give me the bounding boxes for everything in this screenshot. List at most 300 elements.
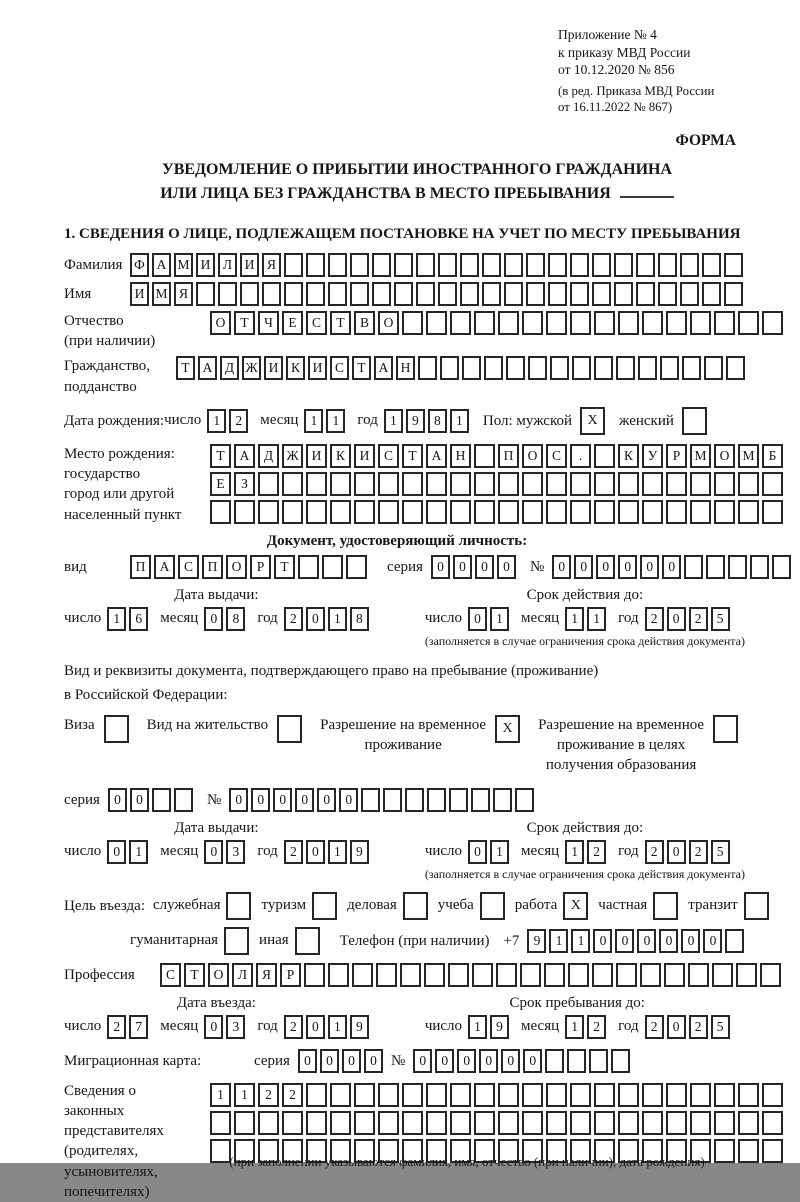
form-cell[interactable]: 9 — [490, 1015, 509, 1039]
form-cell[interactable]: 2 — [689, 1015, 708, 1039]
form-cell[interactable]: 1 — [565, 1015, 584, 1039]
form-cell[interactable]: 0 — [431, 555, 450, 579]
form-cell[interactable] — [618, 1083, 639, 1107]
form-cell[interactable]: 2 — [587, 1015, 606, 1039]
form-cell[interactable] — [636, 282, 655, 306]
form-cell[interactable]: 1 — [571, 929, 590, 953]
form-cell[interactable] — [664, 963, 685, 987]
form-cell[interactable]: 0 — [703, 929, 722, 953]
form-cell[interactable]: Я — [262, 253, 281, 277]
form-cell[interactable]: 0 — [667, 1015, 686, 1039]
form-cell[interactable] — [450, 1083, 471, 1107]
form-cell[interactable] — [545, 1049, 564, 1073]
form-cell[interactable]: 0 — [637, 929, 656, 953]
form-cell[interactable] — [638, 356, 657, 380]
form-cell[interactable] — [548, 282, 567, 306]
form-cell[interactable] — [426, 500, 447, 524]
form-cell[interactable]: Т — [402, 444, 423, 468]
form-cell[interactable] — [376, 963, 397, 987]
form-cell[interactable]: 0 — [204, 1015, 223, 1039]
form-cell[interactable]: 0 — [593, 929, 612, 953]
form-cell[interactable]: 2 — [645, 840, 664, 864]
form-cell[interactable]: 0 — [204, 607, 223, 631]
form-cell[interactable] — [684, 555, 703, 579]
form-cell[interactable]: 0 — [574, 555, 593, 579]
form-cell[interactable]: 1 — [304, 409, 323, 433]
form-cell[interactable]: Т — [274, 555, 295, 579]
form-cell[interactable]: И — [130, 282, 149, 306]
form-cell[interactable] — [642, 1083, 663, 1107]
form-cell[interactable] — [352, 963, 373, 987]
form-cell[interactable] — [282, 1111, 303, 1135]
form-cell[interactable] — [474, 1111, 495, 1135]
form-cell[interactable]: Н — [396, 356, 415, 380]
form-cell[interactable]: 0 — [615, 929, 634, 953]
form-cell[interactable]: Р — [250, 555, 271, 579]
form-cell[interactable]: 1 — [129, 840, 148, 864]
form-cell[interactable] — [618, 311, 639, 335]
form-cell[interactable]: Т — [184, 963, 205, 987]
form-cell[interactable] — [474, 500, 495, 524]
form-cell[interactable] — [614, 282, 633, 306]
form-cell[interactable]: 1 — [565, 840, 584, 864]
form-cell[interactable]: 0 — [475, 555, 494, 579]
form-cell[interactable]: Ж — [282, 444, 303, 468]
form-cell[interactable]: Л — [232, 963, 253, 987]
form-cell[interactable] — [402, 500, 423, 524]
form-cell[interactable]: К — [330, 444, 351, 468]
form-cell[interactable] — [616, 356, 635, 380]
form-cell[interactable]: 0 — [317, 788, 336, 812]
form-cell[interactable] — [660, 356, 679, 380]
form-cell[interactable] — [504, 282, 523, 306]
form-cell[interactable] — [526, 282, 545, 306]
form-cell[interactable]: П — [130, 555, 151, 579]
form-cell[interactable] — [546, 1111, 567, 1135]
form-cell[interactable] — [714, 472, 735, 496]
form-cell[interactable] — [666, 1083, 687, 1107]
form-cell[interactable]: 3 — [226, 840, 245, 864]
form-cell[interactable]: А — [154, 555, 175, 579]
form-cell[interactable]: 2 — [689, 607, 708, 631]
form-cell[interactable]: 2 — [107, 1015, 126, 1039]
form-cell[interactable] — [354, 1111, 375, 1135]
form-cell[interactable] — [594, 1083, 615, 1107]
form-cell[interactable] — [762, 1111, 783, 1135]
form-cell[interactable] — [738, 311, 759, 335]
form-cell[interactable] — [642, 311, 663, 335]
form-cell[interactable]: 1 — [549, 929, 568, 953]
form-cell[interactable] — [592, 963, 613, 987]
form-cell[interactable] — [152, 788, 171, 812]
form-cell[interactable] — [642, 1111, 663, 1135]
form-cell[interactable]: 2 — [229, 409, 248, 433]
form-cell[interactable] — [570, 1083, 591, 1107]
checkbox-other[interactable] — [295, 927, 320, 955]
form-cell[interactable] — [450, 1111, 471, 1135]
form-cell[interactable] — [402, 1111, 423, 1135]
form-cell[interactable] — [174, 788, 193, 812]
form-cell[interactable]: Е — [282, 311, 303, 335]
form-cell[interactable] — [714, 1111, 735, 1135]
form-cell[interactable]: 8 — [350, 607, 369, 631]
form-cell[interactable] — [354, 472, 375, 496]
form-cell[interactable] — [210, 500, 231, 524]
form-cell[interactable] — [570, 1111, 591, 1135]
form-cell[interactable]: Т — [210, 444, 231, 468]
form-cell[interactable] — [322, 555, 343, 579]
form-cell[interactable] — [666, 1111, 687, 1135]
form-cell[interactable]: 0 — [273, 788, 292, 812]
form-cell[interactable] — [330, 500, 351, 524]
checkbox-humanitarian[interactable] — [224, 927, 249, 955]
form-cell[interactable]: П — [202, 555, 223, 579]
form-cell[interactable]: 0 — [306, 840, 325, 864]
form-cell[interactable] — [350, 253, 369, 277]
form-cell[interactable] — [402, 1083, 423, 1107]
form-cell[interactable] — [402, 472, 423, 496]
form-cell[interactable] — [372, 253, 391, 277]
form-cell[interactable]: 8 — [428, 409, 447, 433]
form-cell[interactable]: 0 — [468, 607, 487, 631]
checkbox-official[interactable] — [226, 892, 251, 920]
form-cell[interactable] — [306, 253, 325, 277]
form-cell[interactable] — [426, 311, 447, 335]
form-cell[interactable]: А — [234, 444, 255, 468]
form-cell[interactable] — [361, 788, 380, 812]
form-cell[interactable]: С — [160, 963, 181, 987]
form-cell[interactable] — [640, 963, 661, 987]
form-cell[interactable]: 0 — [320, 1049, 339, 1073]
form-cell[interactable] — [736, 963, 757, 987]
form-cell[interactable]: С — [330, 356, 349, 380]
form-cell[interactable] — [383, 788, 402, 812]
form-cell[interactable]: К — [618, 444, 639, 468]
form-cell[interactable]: 6 — [129, 607, 148, 631]
form-cell[interactable]: О — [210, 311, 231, 335]
form-cell[interactable]: 0 — [681, 929, 700, 953]
form-cell[interactable] — [666, 500, 687, 524]
form-cell[interactable] — [570, 472, 591, 496]
form-cell[interactable] — [570, 253, 589, 277]
form-cell[interactable] — [378, 1083, 399, 1107]
form-cell[interactable] — [474, 1083, 495, 1107]
form-cell[interactable]: Т — [176, 356, 195, 380]
form-cell[interactable] — [405, 788, 424, 812]
form-cell[interactable] — [515, 788, 534, 812]
form-cell[interactable]: П — [498, 444, 519, 468]
form-cell[interactable]: 0 — [662, 555, 681, 579]
form-cell[interactable]: Т — [234, 311, 255, 335]
checkbox-cell[interactable] — [682, 407, 707, 435]
form-cell[interactable]: 1 — [384, 409, 403, 433]
form-cell[interactable] — [522, 311, 543, 335]
form-cell[interactable] — [306, 500, 327, 524]
form-cell[interactable] — [262, 282, 281, 306]
form-cell[interactable]: 9 — [527, 929, 546, 953]
form-cell[interactable]: 1 — [328, 607, 347, 631]
form-cell[interactable]: 2 — [258, 1083, 279, 1107]
checkbox-temp-residence-permit[interactable]: X — [495, 715, 520, 743]
form-cell[interactable] — [440, 356, 459, 380]
form-cell[interactable] — [546, 500, 567, 524]
form-cell[interactable] — [210, 1111, 231, 1135]
form-cell[interactable] — [394, 282, 413, 306]
form-cell[interactable]: 0 — [130, 788, 149, 812]
form-cell[interactable] — [750, 555, 769, 579]
form-cell[interactable]: 0 — [640, 555, 659, 579]
form-cell[interactable] — [724, 282, 743, 306]
form-cell[interactable] — [496, 963, 517, 987]
form-cell[interactable] — [738, 500, 759, 524]
form-cell[interactable]: 0 — [667, 607, 686, 631]
form-cell[interactable] — [378, 472, 399, 496]
form-cell[interactable]: 0 — [659, 929, 678, 953]
form-cell[interactable] — [306, 1111, 327, 1135]
form-cell[interactable]: М — [738, 444, 759, 468]
form-cell[interactable] — [594, 356, 613, 380]
form-cell[interactable] — [592, 253, 611, 277]
form-cell[interactable]: И — [306, 444, 327, 468]
form-cell[interactable] — [594, 1111, 615, 1135]
form-cell[interactable] — [714, 311, 735, 335]
form-cell[interactable] — [298, 555, 319, 579]
form-cell[interactable] — [350, 282, 369, 306]
form-cell[interactable]: М — [174, 253, 193, 277]
form-cell[interactable]: И — [264, 356, 283, 380]
form-cell[interactable] — [304, 963, 325, 987]
form-cell[interactable] — [772, 555, 791, 579]
form-cell[interactable]: 2 — [282, 1083, 303, 1107]
form-cell[interactable]: 2 — [645, 1015, 664, 1039]
form-cell[interactable]: 5 — [711, 840, 730, 864]
form-cell[interactable] — [448, 963, 469, 987]
form-cell[interactable] — [426, 1111, 447, 1135]
form-cell[interactable] — [450, 500, 471, 524]
form-cell[interactable]: Ж — [242, 356, 261, 380]
form-cell[interactable] — [330, 472, 351, 496]
checkbox-temp-residence-education[interactable] — [713, 715, 738, 743]
form-cell[interactable]: 0 — [667, 840, 686, 864]
form-cell[interactable] — [567, 1049, 586, 1073]
form-cell[interactable]: 1 — [565, 607, 584, 631]
form-cell[interactable] — [354, 500, 375, 524]
form-cell[interactable] — [354, 1083, 375, 1107]
form-cell[interactable] — [482, 282, 501, 306]
form-cell[interactable]: 1 — [234, 1083, 255, 1107]
form-cell[interactable] — [550, 356, 569, 380]
form-cell[interactable]: Я — [174, 282, 193, 306]
form-cell[interactable] — [702, 253, 721, 277]
form-cell[interactable]: 1 — [328, 840, 347, 864]
form-cell[interactable] — [330, 1111, 351, 1135]
form-cell[interactable] — [724, 253, 743, 277]
form-cell[interactable] — [328, 253, 347, 277]
form-cell[interactable] — [240, 282, 259, 306]
form-cell[interactable]: С — [306, 311, 327, 335]
form-cell[interactable]: Д — [220, 356, 239, 380]
form-cell[interactable] — [762, 1139, 783, 1163]
checkbox-visa[interactable] — [104, 715, 129, 743]
form-cell[interactable] — [682, 356, 701, 380]
checkbox-study[interactable] — [480, 892, 505, 920]
form-cell[interactable]: 0 — [108, 788, 127, 812]
form-cell[interactable]: А — [198, 356, 217, 380]
form-cell[interactable] — [402, 311, 423, 335]
form-cell[interactable] — [498, 311, 519, 335]
form-cell[interactable]: И — [354, 444, 375, 468]
form-cell[interactable] — [594, 472, 615, 496]
form-cell[interactable]: 1 — [490, 607, 509, 631]
form-cell[interactable] — [690, 1083, 711, 1107]
form-cell[interactable]: 9 — [406, 409, 425, 433]
form-cell[interactable]: 3 — [226, 1015, 245, 1039]
form-cell[interactable] — [416, 253, 435, 277]
form-cell[interactable] — [522, 500, 543, 524]
form-cell[interactable]: 0 — [453, 555, 472, 579]
form-cell[interactable] — [714, 1083, 735, 1107]
form-cell[interactable]: М — [690, 444, 711, 468]
checkbox-business[interactable] — [403, 892, 428, 920]
form-cell[interactable] — [522, 472, 543, 496]
checkbox-transit[interactable] — [744, 892, 769, 920]
form-cell[interactable] — [234, 500, 255, 524]
form-cell[interactable]: 0 — [479, 1049, 498, 1073]
form-cell[interactable] — [462, 356, 481, 380]
form-cell[interactable]: 2 — [284, 1015, 303, 1039]
form-cell[interactable] — [762, 311, 783, 335]
form-cell[interactable] — [460, 253, 479, 277]
form-cell[interactable] — [196, 282, 215, 306]
checkbox-residence-permit[interactable] — [277, 715, 302, 743]
form-cell[interactable]: Н — [450, 444, 471, 468]
form-cell[interactable] — [616, 963, 637, 987]
form-cell[interactable]: 0 — [468, 840, 487, 864]
form-cell[interactable] — [658, 282, 677, 306]
form-cell[interactable]: 1 — [107, 607, 126, 631]
form-cell[interactable]: Е — [210, 472, 231, 496]
form-cell[interactable] — [378, 1111, 399, 1135]
form-cell[interactable] — [328, 282, 347, 306]
form-cell[interactable] — [548, 253, 567, 277]
form-cell[interactable]: 2 — [284, 607, 303, 631]
form-cell[interactable]: 2 — [284, 840, 303, 864]
form-cell[interactable]: 8 — [226, 607, 245, 631]
form-cell[interactable] — [522, 1111, 543, 1135]
form-cell[interactable] — [738, 1139, 759, 1163]
form-cell[interactable] — [282, 472, 303, 496]
form-cell[interactable]: 1 — [468, 1015, 487, 1039]
form-cell[interactable]: Р — [280, 963, 301, 987]
form-cell[interactable] — [570, 282, 589, 306]
form-cell[interactable] — [520, 963, 541, 987]
form-cell[interactable] — [424, 963, 445, 987]
form-cell[interactable] — [258, 472, 279, 496]
form-cell[interactable]: К — [286, 356, 305, 380]
form-cell[interactable] — [306, 1083, 327, 1107]
form-cell[interactable] — [658, 253, 677, 277]
form-cell[interactable] — [589, 1049, 608, 1073]
form-cell[interactable] — [738, 1083, 759, 1107]
form-cell[interactable]: Я — [256, 963, 277, 987]
form-cell[interactable] — [484, 356, 503, 380]
form-cell[interactable] — [738, 1111, 759, 1135]
form-cell[interactable] — [688, 963, 709, 987]
form-cell[interactable] — [570, 311, 591, 335]
form-cell[interactable]: 0 — [298, 1049, 317, 1073]
form-cell[interactable] — [690, 472, 711, 496]
form-cell[interactable] — [498, 1111, 519, 1135]
checkbox-private[interactable] — [653, 892, 678, 920]
form-cell[interactable] — [594, 311, 615, 335]
form-cell[interactable]: М — [152, 282, 171, 306]
form-cell[interactable] — [426, 472, 447, 496]
form-cell[interactable] — [234, 1111, 255, 1135]
form-cell[interactable] — [504, 253, 523, 277]
form-cell[interactable] — [690, 311, 711, 335]
form-cell[interactable] — [526, 253, 545, 277]
form-cell[interactable]: . — [570, 444, 591, 468]
form-cell[interactable] — [690, 1111, 711, 1135]
form-cell[interactable] — [498, 472, 519, 496]
form-cell[interactable] — [680, 253, 699, 277]
form-cell[interactable]: Ф — [130, 253, 149, 277]
form-cell[interactable]: И — [240, 253, 259, 277]
form-cell[interactable]: У — [642, 444, 663, 468]
form-cell[interactable] — [427, 788, 446, 812]
form-cell[interactable] — [438, 253, 457, 277]
form-cell[interactable] — [618, 472, 639, 496]
form-cell[interactable] — [284, 253, 303, 277]
form-cell[interactable] — [568, 963, 589, 987]
form-cell[interactable] — [726, 356, 745, 380]
form-cell[interactable] — [714, 500, 735, 524]
form-cell[interactable] — [594, 444, 615, 468]
form-cell[interactable] — [666, 472, 687, 496]
form-cell[interactable]: 2 — [689, 840, 708, 864]
form-cell[interactable] — [258, 1111, 279, 1135]
form-cell[interactable] — [725, 929, 744, 953]
form-cell[interactable] — [762, 1083, 783, 1107]
form-cell[interactable] — [282, 500, 303, 524]
form-cell[interactable] — [522, 1083, 543, 1107]
form-cell[interactable]: В — [354, 311, 375, 335]
form-cell[interactable] — [372, 282, 391, 306]
form-cell[interactable] — [400, 963, 421, 987]
form-cell[interactable] — [218, 282, 237, 306]
form-cell[interactable]: О — [378, 311, 399, 335]
form-cell[interactable] — [330, 1083, 351, 1107]
form-cell[interactable] — [702, 282, 721, 306]
form-cell[interactable] — [498, 500, 519, 524]
form-cell[interactable] — [546, 1083, 567, 1107]
form-cell[interactable]: Д — [258, 444, 279, 468]
form-cell[interactable] — [570, 500, 591, 524]
form-cell[interactable] — [438, 282, 457, 306]
form-cell[interactable]: 7 — [129, 1015, 148, 1039]
form-cell[interactable]: 0 — [501, 1049, 520, 1073]
form-cell[interactable] — [394, 253, 413, 277]
form-cell[interactable] — [642, 500, 663, 524]
form-cell[interactable] — [680, 282, 699, 306]
form-cell[interactable] — [416, 282, 435, 306]
form-cell[interactable] — [378, 500, 399, 524]
form-cell[interactable] — [506, 356, 525, 380]
form-cell[interactable]: 0 — [306, 607, 325, 631]
form-cell[interactable]: 0 — [229, 788, 248, 812]
form-cell[interactable]: З — [234, 472, 255, 496]
form-cell[interactable] — [690, 500, 711, 524]
